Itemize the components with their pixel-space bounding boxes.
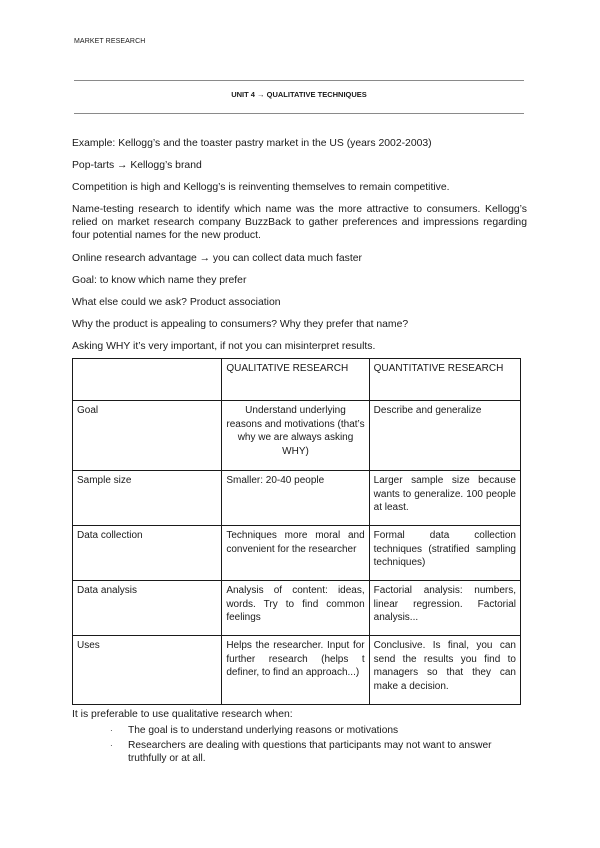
- table-cell: Factorial analysis: numbers, linear regression. Factorial analysis...: [369, 581, 520, 636]
- table-cell: Formal data collection techniques (stratified sampling techniques): [369, 526, 520, 581]
- table-row: [73, 401, 521, 471]
- table-row-label: Data analysis: [73, 581, 222, 636]
- paragraph-goal: Goal: to know which name they prefer: [72, 275, 247, 286]
- table-row-label: Uses: [73, 636, 222, 705]
- paragraph-product-association: What else could we ask? Product association: [72, 297, 281, 308]
- table-cell: Techniques more moral and convenient for the researcher: [222, 526, 369, 581]
- paragraph-online-advantage: Online research advantage → you can collect data much faster: [72, 253, 362, 264]
- table-row: [73, 526, 521, 581]
- unit-title: UNIT 4 → QUALITATIVE TECHNIQUES: [231, 90, 367, 99]
- table-row-label: Data collection: [73, 526, 222, 581]
- table-header-cell: QUALITATIVE RESEARCH: [222, 359, 369, 401]
- paragraph-example: Example: Kellogg’s and the toaster pastry market in the US (years 2002-2003): [72, 138, 432, 149]
- table-row: [73, 581, 521, 636]
- table-header-cell: [73, 359, 222, 401]
- table-header-row: [73, 359, 521, 401]
- list-item: [110, 739, 530, 766]
- table-header-cell: QUANTITATIVE RESEARCH: [369, 359, 520, 401]
- list-item-text: Researchers are dealing with questions that participants may not want to answer truthfully or at all.: [128, 739, 492, 764]
- paragraph-after-table: It is preferable to use qualitative research when:: [72, 709, 293, 720]
- table-row: [73, 636, 521, 705]
- table-cell: Conclusive. Is final, you can send the results you find to managers so that they can make a decision.: [369, 636, 520, 705]
- bullet-list: [110, 724, 530, 767]
- bullet-mark: ·: [110, 740, 113, 750]
- paragraph-poptarts: Pop-tarts → Kellogg’s brand: [72, 160, 202, 171]
- table-cell: Describe and generalize: [369, 401, 520, 471]
- list-item: [110, 724, 530, 738]
- paragraph-asking-why: Asking WHY it’s very important, if not you can misinterpret results.: [72, 341, 376, 352]
- paragraph-competition: Competition is high and Kellogg’s is reinventing themselves to remain competitive.: [72, 182, 450, 193]
- page-header: MARKET RESEARCH: [74, 38, 146, 45]
- comparison-table: [72, 358, 521, 705]
- table-cell: Larger sample size because wants to generalize. 100 people at least.: [369, 471, 520, 526]
- table-row-label: Goal: [73, 401, 222, 471]
- table-cell: Understand underlying reasons and motivations (that’s why we are always asking WHY): [222, 401, 369, 471]
- table-cell: Smaller: 20-40 people: [222, 471, 369, 526]
- table-row-label: Sample size: [73, 471, 222, 526]
- paragraph-name-testing: Name-testing research to identify which name was the more attractive to consumers. Kellogg’s relied on market research company BuzzBack to gather preferences and impressions regarding four potential names for the new product.: [72, 204, 527, 241]
- list-item-text: The goal is to understand underlying reasons or motivations: [128, 725, 399, 736]
- bottom-divider: [74, 113, 524, 114]
- top-divider: [74, 80, 524, 81]
- table-row: [73, 471, 521, 526]
- table-cell: Analysis of content: ideas, words. Try to find common feelings: [222, 581, 369, 636]
- paragraph-why-appealing: Why the product is appealing to consumers? Why they prefer that name?: [72, 319, 409, 330]
- table-cell: Helps the researcher. Input for further research (helps t definer, to find an approach...): [222, 636, 369, 705]
- bullet-mark: ·: [110, 726, 113, 735]
